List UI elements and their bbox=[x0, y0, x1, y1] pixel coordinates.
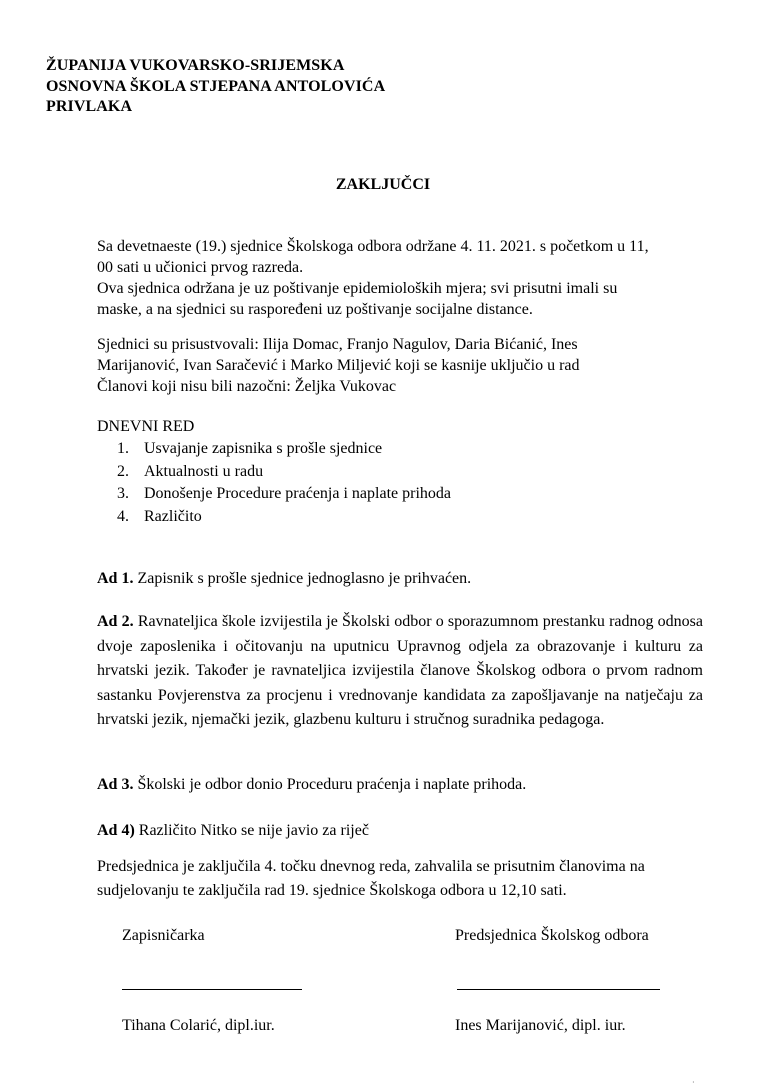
page-mark: · bbox=[692, 1078, 695, 1087]
chair-role-label: Predsjednica Školskog odbora bbox=[455, 927, 649, 944]
ad4-text: Različito Nitko se nije javio za riječ bbox=[134, 822, 369, 839]
intro-line: Ova sjednica održana je uz poštivanje epidemioloških mjera; svi prisutni imali su bbox=[97, 280, 618, 297]
document-title: ZAKLJUČCI bbox=[335, 176, 431, 193]
closing-paragraph bbox=[97, 855, 703, 903]
agenda-item-number: 4. bbox=[117, 507, 129, 525]
ad1-text: Zapisnik s prošle sjednice jednoglasno je prihvaćen. bbox=[133, 570, 472, 587]
intro-line: Sa devetnaeste (19.) sjednice Školskoga odbora održane 4. 11. 2021. s početkom u 11, bbox=[97, 238, 649, 255]
ad3-text: Školski je odbor donio Proceduru praćenja i naplate prihoda. bbox=[133, 776, 527, 793]
ad3-label: Ad 3. bbox=[97, 776, 134, 793]
header-school: OSNOVNA ŠKOLA STJEPANA ANTOLOVIĆA bbox=[46, 77, 386, 95]
agenda-heading: DNEVNI RED bbox=[97, 418, 195, 435]
ad2-paragraph bbox=[97, 610, 703, 733]
attendance-line: Marijanović, Ivan Saračević i Marko Miljević koji se kasnije uključio u rad bbox=[97, 357, 580, 374]
recorder-role-label: Zapisničarka bbox=[122, 927, 205, 944]
header-county: ŽUPANIJA VUKOVARSKO-SRIJEMSKA bbox=[46, 57, 345, 74]
chair-signature-line bbox=[457, 989, 660, 990]
intro-line: 00 sati u učionici prvog razreda. bbox=[97, 259, 304, 276]
intro-line: maske, a na sjednici su raspoređeni uz poštivanje socijalne distance. bbox=[97, 301, 533, 318]
recorder-signature-line bbox=[122, 989, 302, 990]
ad1-label: Ad 1. bbox=[97, 570, 134, 587]
ad4-label: Ad 4) bbox=[97, 822, 135, 839]
chair-name: Ines Marijanović, dipl. iur. bbox=[455, 1017, 626, 1034]
intro-paragraph bbox=[97, 236, 707, 320]
agenda-item-text: Različito bbox=[144, 507, 202, 525]
agenda-item-number: 1. bbox=[117, 440, 129, 457]
attendance-paragraph bbox=[97, 334, 707, 397]
ad4-paragraph bbox=[97, 819, 703, 844]
institution-header bbox=[46, 56, 385, 118]
agenda-list bbox=[97, 438, 451, 528]
ad3-paragraph bbox=[97, 773, 703, 798]
absent-members-line: Članovi koji nisu bili nazočni: Željka Vukovac bbox=[97, 378, 397, 395]
agenda-item-number: 3. bbox=[117, 485, 129, 502]
agenda-item bbox=[97, 506, 451, 529]
closing-line: sudjelovanju te zaključila rad 19. sjednice Školskoga odbora u 12,10 sati. bbox=[97, 882, 567, 899]
ad1-paragraph bbox=[97, 567, 703, 592]
ad2-label: Ad 2. bbox=[97, 613, 134, 630]
attendance-line: Sjednici su prisustvovali: Ilija Domac, Franjo Nagulov, Daria Bićanić, Ines bbox=[97, 336, 578, 353]
agenda-item bbox=[97, 461, 451, 484]
ad2-text: Ravnateljica škole izvijestila je Školski odbor o sporazumnom prestanku radnog odnosa dvoje zaposlenika i očitovanju na uputnicu Upravnog odjela za obrazovanje i kulturu za hrvatski jezik. Također je ravnateljica izvijestila članove Školskog odbora o prvom radnom sastanku Povjerenstva za procjenu i vrednovanje kandidata za zapošljavanje na natječaju za hrvatski jezik, njemački jezik, glazbenu kulturu i stručnog suradnika pedagoga. bbox=[97, 613, 704, 728]
agenda-item-text: Aktualnosti u radu bbox=[144, 462, 264, 480]
header-town: PRIVLAKA bbox=[46, 98, 133, 115]
closing-line: Predsjednica je zaključila 4. točku dnevnog reda, zahvalila se prisutnim članovima na bbox=[97, 858, 645, 875]
agenda-item-text: Usvajanje zapisnika s prošle sjednice bbox=[144, 440, 383, 457]
agenda-item-text: Donošenje Procedure praćenja i naplate prihoda bbox=[144, 485, 451, 502]
recorder-name: Tihana Colarić, dipl.iur. bbox=[122, 1017, 275, 1034]
agenda-item bbox=[97, 438, 451, 461]
agenda-item-number: 2. bbox=[117, 462, 129, 480]
agenda-item bbox=[97, 483, 451, 506]
